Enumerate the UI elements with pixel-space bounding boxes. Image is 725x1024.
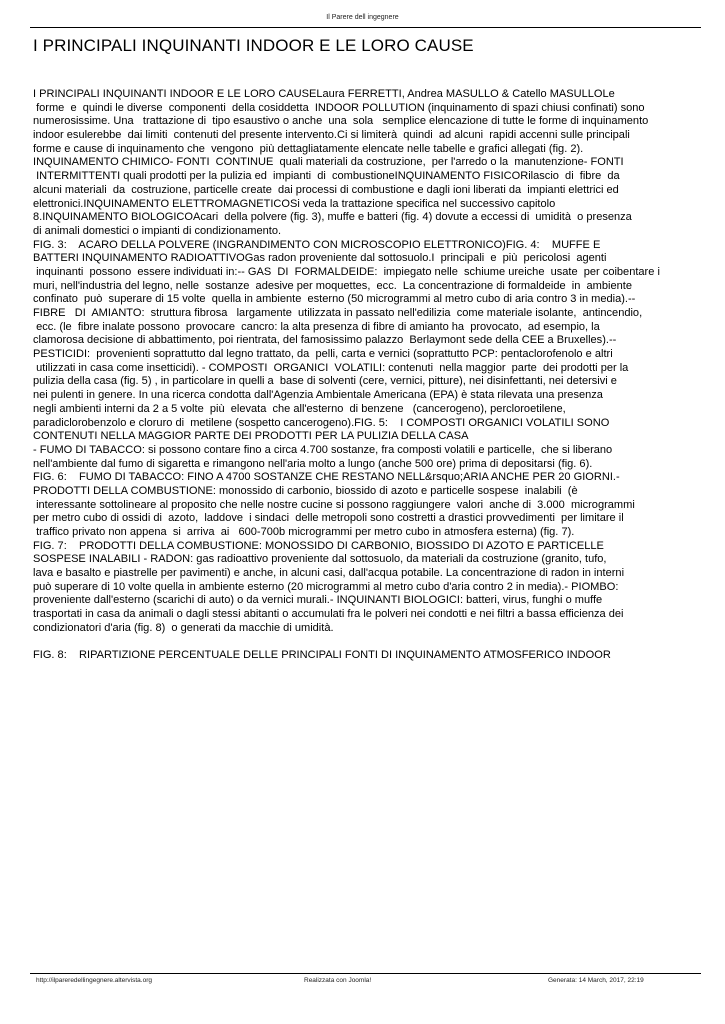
body-line: elettronici.INQUINAMENTO ELETTROMAGNETICOSi veda la trattazione specifica nel successivo capitolo <box>33 197 556 210</box>
body-line: FIG. 3: ACARO DELLA POLVERE (INGRANDIMENTO CON MICROSCOPIO ELETTRONICO)FIG. 4: MUFFE E <box>33 238 601 251</box>
body-line: forme e quindi le diverse componenti della cosiddetta INDOOR POLLUTION (inquinamento di spazi chiusi confinati) sono <box>33 101 645 114</box>
body-line: ecc. (le fibre inalate possono provocare cancro: la alta presenza di fibre di amianto ha provocato, ad esempio, la <box>33 320 600 333</box>
body-line: clamorosa decisione di abbattimento, poi rientrata, del famosissimo palazzo Berlaymont sede della CEE a Bruxelles).-- <box>33 334 617 347</box>
body-line: negli ambienti interni da 2 a 5 volte più elevata che all'esterno di benzene (cancerogeno), percloroetilene, <box>33 402 566 415</box>
body-line: 8.INQUINAMENTO BIOLOGICOAcari della polvere (fig. 3), muffe e batteri (fig. 4) dovute a eccessi di umidità o presenza <box>33 211 632 224</box>
body-line: condizionatori d'aria (fig. 8) o generati da macchie di umidità. <box>33 621 334 634</box>
body-line: nei pulenti in genere. In una ricerca condotta dall'Agenzia Ambientale Americana (EPA) è stata rilevata una presenza <box>33 389 603 402</box>
footer-made-with: Realizzata con Joomla! <box>304 977 372 984</box>
body-line: FIG. 8: RIPARTIZIONE PERCENTUALE DELLE PRINCIPALI FONTI DI INQUINAMENTO ATMOSFERICO INDOOR <box>33 649 611 662</box>
body-line: di animali domestici o impianti di condizionamento. <box>33 224 282 237</box>
body-line: per metro cubo di ossidi di azoto, laddove i sindaci delle metropoli sono costretti a drastici provvedimenti per limitare il <box>33 512 624 525</box>
body-line: FIBRE DI AMIANTO: struttura fibrosa largamente utilizzata in passato nell'edilizia come materiale isolante, antincendio, <box>33 307 643 319</box>
body-line: lava e basalto e piastrelle per pavimenti) e anche, in alcuni casi, dall'acqua potabile. La concentrazione di radon in interni <box>33 567 625 580</box>
body-line: alcuni materiali da costruzione, particelle create dai processi di combustione e dagli ioni liberati da impianti elettrici ed <box>33 183 619 196</box>
body-line: indoor esulerebbe dai limiti contenuti del presente intervento.Ci si limiterà quindi ad alcuni rapidi accenni sulle principali <box>33 129 630 142</box>
body-line <box>33 636 689 650</box>
body-line: confinato può superare di 15 volte quella in ambiente esterno (50 microgrammi al metro cubo di aria contro 3 in media).-- <box>33 293 636 306</box>
footer-site-url: http://ilpareredellingegnere.altervista.org <box>36 977 152 984</box>
body-line: nell'ambiente dal fumo di sigaretta e rimangono nell'aria molto a lungo (anche 500 ore) prima di depositarsi (fig. 6). <box>33 457 593 470</box>
body-line: traffico privato non appena si arriva ai 600-700b microgrammi per metro cubo in atmosfera esterna) (fig. 7). <box>33 526 575 538</box>
body-line: SOSPESE INALABILI - RADON: gas radioattivo proveniente dal sottosuolo, da materiali da costruzione (granito, tufo, <box>33 553 607 566</box>
body-line: FIG. 6: FUMO DI TABACCO: FINO A 4700 SOSTANZE CHE RESTANO NELL&rsquo;ARIA ANCHE PER 20 GIORNI.- <box>33 471 620 484</box>
body-line: forme e cause di inquinamento che vengono più dettagliatamente elencate nelle tabelle e grafici allegati (fig. 2). <box>33 142 584 155</box>
body-line: muri, nell'industria del legno, nelle sostanze adesive per moquettes, ecc. La concentrazione di formaldeide in ambiente <box>33 279 632 292</box>
body-line: FIG. 7: PRODOTTI DELLA COMBUSTIONE: MONOSSIDO DI CARBONIO, BIOSSIDO DI AZOTO E PARTICELLE <box>33 539 604 552</box>
body-line: trasportati in casa da animali o dagli stessi abitanti o accumulati fra le polveri nei condotti e nei filtri a bassa efficienza dei <box>33 608 624 621</box>
body-line: - FUMO DI TABACCO: si possono contare fino a circa 4.700 sostanze, fra composti volatili e particelle, che si liberano <box>33 443 613 456</box>
body-line: proveniente dall'esterno (scarichi di auto) o da vernici murali.- INQUINANTI BIOLOGICI: batteri, virus, funghi o muffe <box>33 594 603 607</box>
body-line: PESTICIDI: provenienti soprattutto dal legno trattato, da pelli, carta e vernici (soprattutto PCP: pentaclorofenolo e altri <box>33 348 613 361</box>
body-line: interessante sottolineare al proposito che nelle nostre cucine si possono raggiungere valori anche di 3.000 microgrammi <box>33 498 635 511</box>
footer-generated-date: Generata: 14 March, 2017, 22:19 <box>548 977 644 984</box>
body-line: INTERMITTENTI quali prodotti per la pulizia ed impianti di combustioneINQUINAMENTO FISICORilascio di fibre da <box>33 170 620 183</box>
footer-divider <box>30 973 701 974</box>
site-header: Il Parere dell ingegnere <box>326 14 399 21</box>
body-line: numerosissime. Una trattazione di tipo esaustivo o anche una sola semplice elencazione di tutte le forme di inquinamento <box>33 115 649 128</box>
body-line: I PRINCIPALI INQUINANTI INDOOR E LE LORO CAUSELaura FERRETTI, Andrea MASULLO & Catello MASULLOLe <box>33 88 615 100</box>
article-title: I PRINCIPALI INQUINANTI INDOOR E LE LORO CAUSE <box>33 36 474 55</box>
body-line: CONTENUTI NELLA MAGGIOR PARTE DEI PRODOTTI PER LA PULIZIA DELLA CASA <box>33 430 469 443</box>
body-line: utilizzati in casa come insetticidi). - COMPOSTI ORGANICI VOLATILI: contenuti nella maggior parte dei prodotti per la <box>33 361 629 374</box>
body-line: PRODOTTI DELLA COMBUSTIONE: monossido di carbonio, biossido di azoto e particelle sospese inalabili (è <box>33 484 578 497</box>
body-line: BATTERI INQUINAMENTO RADIOATTIVOGas radon proveniente dal sottosuolo.I principali e più pericolosi agenti <box>33 252 607 265</box>
body-line: paradiclorobenzolo e cloruro di metilene (sospetto cancerogeno).FIG. 5: I COMPOSTI ORGANICI VOLATILI SONO <box>33 416 610 429</box>
header-divider <box>30 27 701 28</box>
article-body <box>33 88 689 663</box>
body-line: INQUINAMENTO CHIMICO- FONTI CONTINUE quali materiali da costruzione, per l'arredo o la manutenzione- FONTI <box>33 156 624 169</box>
body-line: pulizia della casa (fig. 5) , in particolare in quelli a base di solventi (cere, vernici, pitture), nei disinfettanti, nei detersivi e <box>33 375 617 388</box>
body-line: può superare di 10 volte quella in ambiente esterno (20 microgrammi al metro cubo d'aria contro 2 in media).- PIOMBO: <box>33 580 619 593</box>
body-line: inquinanti possono essere individuati in:-- GAS DI FORMALDEIDE: impiegato nelle schiume ureiche usate per coibentare i <box>33 265 660 278</box>
